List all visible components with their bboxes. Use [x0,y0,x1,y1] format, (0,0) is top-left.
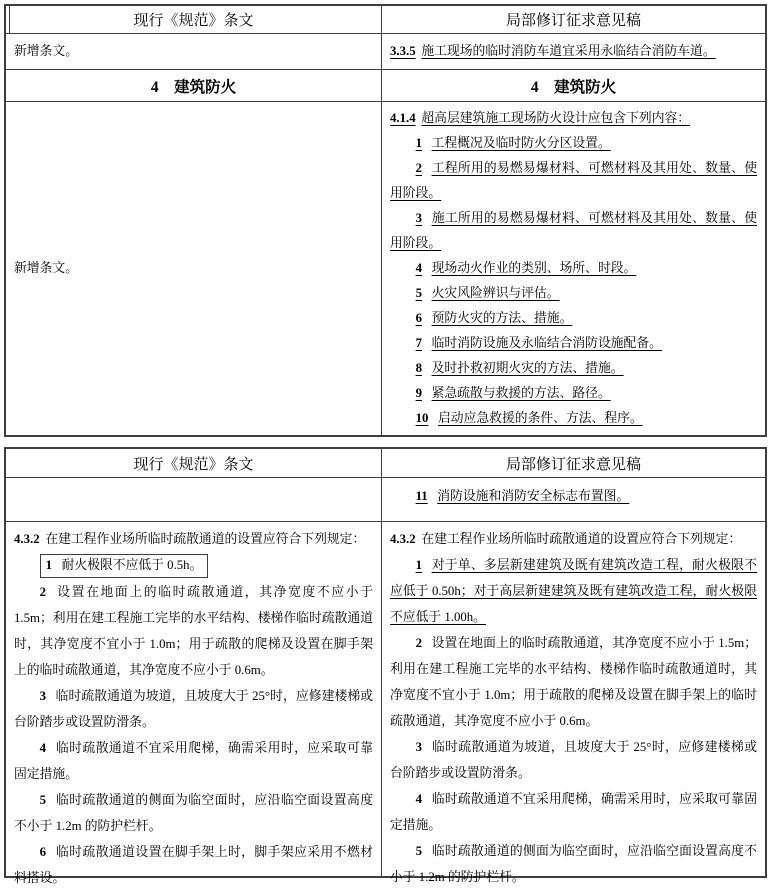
item-number: 5 [39,793,46,807]
item-text: 施工所用的易燃易爆材料、可燃材料及其用处、数量、使用阶段。 [390,211,757,250]
item-text: 对于单、多层新建建筑及既有建筑改造工程，耐火极限不应低于 0.50h；对于高层新建建筑及既有建筑改造工程，耐火极限不应低于 1.00h。 [390,558,757,624]
clause-4-3-2-draft-item-3 [390,734,757,786]
clause-4-3-2-draft-lead [390,526,757,552]
revision-draft-header-label-2: 局部修订征求意见稿 [505,456,641,473]
table-2-revision-draft-header-cell [382,449,765,477]
item-text: 临时疏散通道为坡道，且坡度大于 25°时，应修建楼梯或台阶踏步或设置防滑条。 [390,740,757,780]
item-number: 4 [415,261,422,275]
clause-4-1-4-item-9 [390,381,757,406]
chapter-heading-draft-cell [382,70,765,101]
clause-3-3-5-text: 施工现场的临时消防车道宜采用永临结合消防车道。 [421,44,716,58]
item-text: 临时疏散通道的侧面为临空面时，应沿临空面设置高度不小于 1.2m 的防护栏杆。 [390,844,757,884]
clause-3-3-5 [390,39,716,64]
row-clause-432 [6,521,765,885]
table-1-revision-draft-header-cell [382,6,765,33]
clause-4-1-4-item-8 [390,356,757,381]
item-text: 工程概况及临时防火分区设置。 [431,136,611,150]
clause-number: 4.3.2 [14,532,40,546]
item-number: 6 [39,845,46,859]
item-number: 11 [415,489,428,503]
item-number: 3 [415,740,422,754]
item-text: 临时消防设施及永临结合消防设施配备。 [431,336,662,350]
item-text: 预防火灾的方法、措施。 [431,311,573,325]
comparison-table-1 [4,4,767,437]
clause-4-3-2-draft-item-1 [390,552,757,630]
new-clause-note-cell-2 [6,102,382,435]
clause-414-cell [382,102,765,435]
item-number: 4 [415,792,422,806]
clause-number: 4.3.2 [390,532,416,546]
chapter-heading-current-cell [6,70,382,101]
clause-4-1-4-number: 4.1.4 [390,111,416,125]
clause-4-3-2-draft-item-2 [390,630,757,734]
revision-draft-header-label: 局部修订征求意见稿 [505,13,641,29]
clause-4-3-2-current-item-4 [14,735,373,787]
clause-4-3-2-draft-item-4 [390,786,757,838]
row-clause-414 [6,101,765,435]
item-text: 及时扑救初期火灾的方法、措施。 [431,361,624,375]
clause-432-current-cell [6,522,382,885]
item-number: 3 [39,689,46,703]
clause-4-3-2-current-lead [14,526,373,552]
clause-text: 在建工程作业场所临时疏散通道的设置应符合下列规定： [421,532,742,546]
item-11-cell [382,478,765,521]
row-chapter-heading [6,69,765,101]
item-number: 2 [415,636,422,650]
clause-3-3-5-number: 3.3.5 [390,44,416,58]
clause-4-3-2-current-item-3 [14,683,373,735]
clause-4-1-4-lead [390,106,757,131]
row-new-clause-335 [6,33,765,69]
clause-4-1-4-item-2 [390,156,757,206]
item-number: 9 [415,386,422,400]
item-text: 工程所用的易燃易爆材料、可燃材料及其用处、数量、使用阶段。 [390,161,757,200]
current-code-header-label: 现行《规范》条文 [133,13,254,29]
item-number: 5 [415,286,422,300]
item-text: 临时疏散通道设置在脚手架上时，脚手架应采用不燃材料搭设。 [14,845,373,885]
clause-335-cell [382,34,765,69]
clause-4-1-4-item-3 [390,206,757,256]
item-text: 设置在地面上的临时疏散通道，其净宽度不应小于 1.5m；利用在建工程施工完毕的水平结构、楼梯作临时疏散通道时，其净宽度不宜小于 1.0m；用于疏散的爬梯及设置在脚手架上的临时疏散通道，其净宽度不应小于 0.6m。 [390,636,757,728]
table-2-header-row [6,449,765,477]
clause-4-3-2-current-item-1 [14,552,373,579]
item-number: 8 [415,361,422,375]
item-text: 火灾风险辨识与评估。 [431,286,560,300]
item-text: 设置在地面上的临时疏散通道，其净宽度不应小于 1.5m；利用在建工程施工完毕的水平结构、楼梯作临时疏散通道时，其净宽度不宜小于 1.0m；用于疏散的爬梯及设置在脚手架上的临时疏散通道，其净宽度不应小于 0.6m。 [14,585,373,677]
item-text: 现场动火作业的类别、场所、时段。 [431,261,637,275]
new-clause-note-2: 新增条文。 [14,261,78,275]
row-item-11 [6,477,765,521]
item-text: 临时疏散通道不宜采用爬梯，确需采用时，应采取可靠固定措施。 [14,741,373,781]
header-tick-line [9,6,10,33]
item-number: 3 [415,211,422,225]
clause-4-3-2-current-item-6 [14,839,373,891]
item-number: 5 [415,844,422,858]
clause-item-11 [390,484,757,509]
item-text: 启动应急救援的条件、方法、程序。 [437,411,643,425]
item-number: 1 [45,558,52,572]
item-number: 2 [39,585,46,599]
table-2-current-code-header-cell [6,449,382,477]
table-1-current-code-header-cell [6,6,382,33]
fire-resistance-boxed-item [40,554,209,578]
clause-4-3-2-draft-item-5 [390,838,757,890]
clause-4-1-4-item-7 [390,331,757,356]
item-number: 2 [415,161,422,175]
item-number: 10 [415,411,429,425]
current-code-header-label-2: 现行《规范》条文 [133,456,254,473]
current-empty-cell [6,478,382,521]
item-text: 耐火极限不应低于 0.5h。 [61,558,203,572]
item-number: 4 [39,741,46,755]
item-number: 7 [415,336,422,350]
chapter-heading-draft: 4 建筑防火 [530,78,617,96]
item-text: 临时疏散通道为坡道，且坡度大于 25°时，应修建楼梯或台阶踏步或设置防滑条。 [14,689,373,729]
clause-4-3-2-current-item-2 [14,579,373,683]
clause-4-1-4-item-1 [390,131,757,156]
item-text: 临时疏散通道不宜采用爬梯，确需采用时，应采取可靠固定措施。 [390,792,757,832]
item-text: 临时疏散通道的侧面为临空面时，应沿临空面设置高度不小于 1.2m 的防护栏杆。 [14,793,373,833]
item-number: 1 [415,136,422,150]
clause-text: 在建工程作业场所临时疏散通道的设置应符合下列规定： [45,532,366,546]
new-clause-note-cell [6,34,382,69]
clause-4-1-4-item-10 [390,406,757,431]
item-text: 消防设施和消防安全标志布置图。 [437,489,630,503]
item-number: 1 [415,558,422,572]
comparison-table-2 [4,447,767,885]
item-text: 紧急疏散与救援的方法、路径。 [431,386,611,400]
chapter-heading-current: 4 建筑防火 [150,78,237,96]
clause-4-1-4-text: 超高层建筑施工现场防火设计应包含下列内容： [421,111,691,125]
clause-432-draft-cell [382,522,765,884]
table-1-header-row [6,6,765,33]
clause-4-1-4-item-4 [390,256,757,281]
item-number: 6 [415,311,422,325]
clause-4-1-4-item-5 [390,281,757,306]
new-clause-note: 新增条文。 [14,44,78,58]
clause-4-3-2-current-item-5 [14,787,373,839]
clause-4-1-4-item-6 [390,306,757,331]
